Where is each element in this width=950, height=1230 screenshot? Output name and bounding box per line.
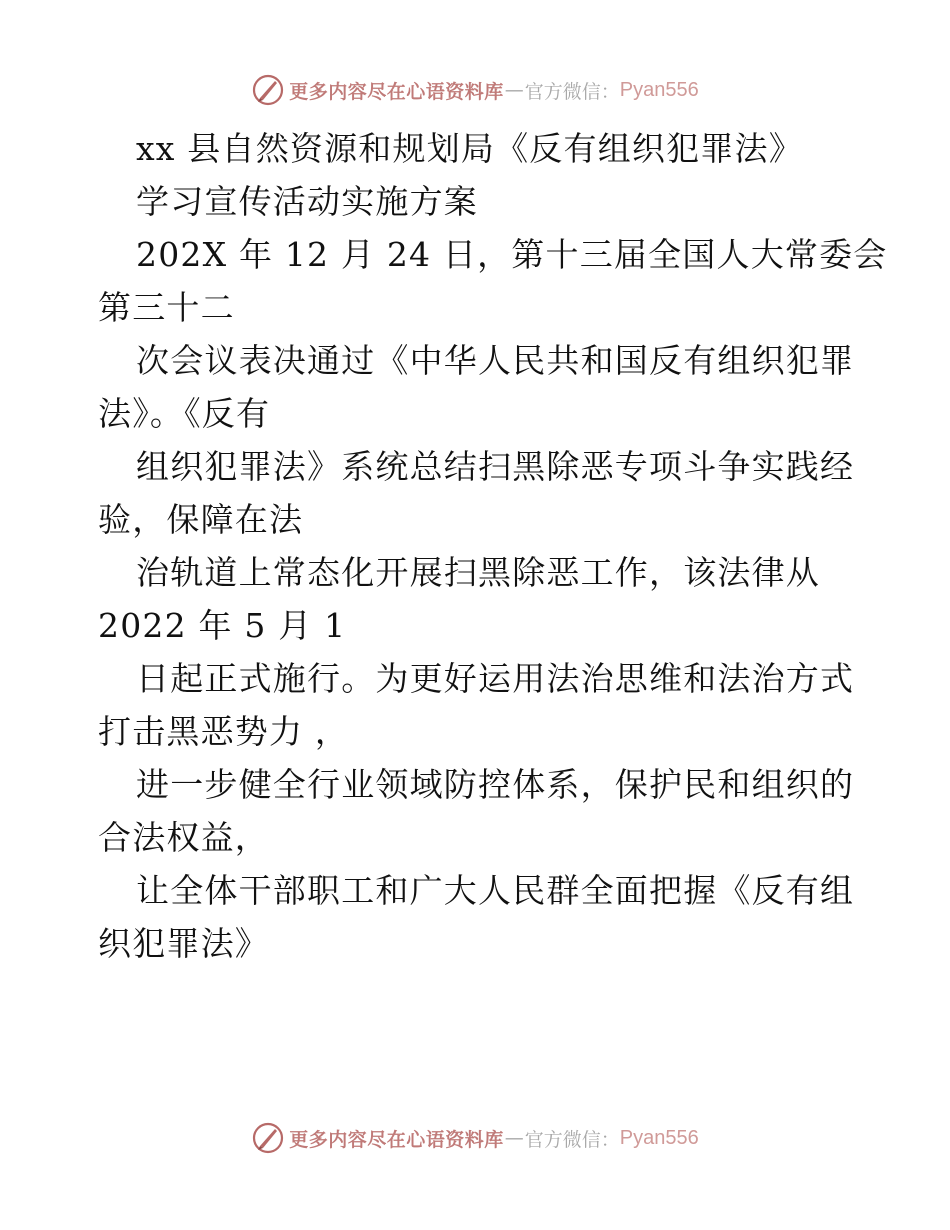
document-line: 次会议表决通过《中华人民共和国反有组织犯罪: [136, 341, 855, 380]
document-line: 202X 年 12 月 24 日，第十三届全国人大常委会: [136, 235, 888, 274]
document-line: 法》。《反有: [98, 394, 271, 433]
document-line: xx 县自然资源和规划局《反有组织犯罪法》: [136, 129, 803, 168]
document-line: 打击黑恶势力 ，: [98, 712, 350, 751]
document-line: 验，保障在法: [98, 500, 304, 539]
banner-main-text: 更多内容尽在心语资料库: [289, 1128, 504, 1151]
header-watermark-banner: [0, 70, 950, 110]
document-body: [98, 122, 888, 970]
banner-separator: —: [504, 1127, 524, 1149]
document-line: 让全体干部职工和广大人民群全面把握《反有组: [136, 871, 855, 910]
document-line: 2022 年 5 月 1: [98, 606, 347, 645]
banner-label: 官方微信：: [524, 1128, 620, 1151]
banner-main-text: 更多内容尽在心语资料库: [289, 80, 504, 103]
banner-account-id: Pyan556: [619, 1126, 699, 1149]
document-line: 组织犯罪法》系统总结扫黑除恶专项斗争实践经: [136, 447, 855, 486]
banner-label: 官方微信：: [524, 80, 620, 103]
document-line: 学习宣传活动实施方案: [136, 182, 478, 221]
quill-logo-icon: [251, 73, 285, 107]
document-line: 织犯罪法》: [98, 924, 269, 963]
document-line: 治轨道上常态化开展扫黑除恶工作，该法律从: [136, 553, 820, 592]
quill-logo-icon: [251, 1121, 285, 1155]
banner-separator: —: [504, 79, 524, 101]
document-line: 日起正式施行。为更好运用法治思维和法治方式: [136, 659, 855, 698]
document-line: 进一步健全行业领域防控体系，保护民和组织的: [136, 765, 855, 804]
footer-watermark-banner: [0, 1118, 950, 1158]
document-line: 第三十二: [98, 288, 235, 327]
document-line: 合法权益，: [98, 818, 269, 857]
banner-account-id: Pyan556: [619, 78, 699, 101]
